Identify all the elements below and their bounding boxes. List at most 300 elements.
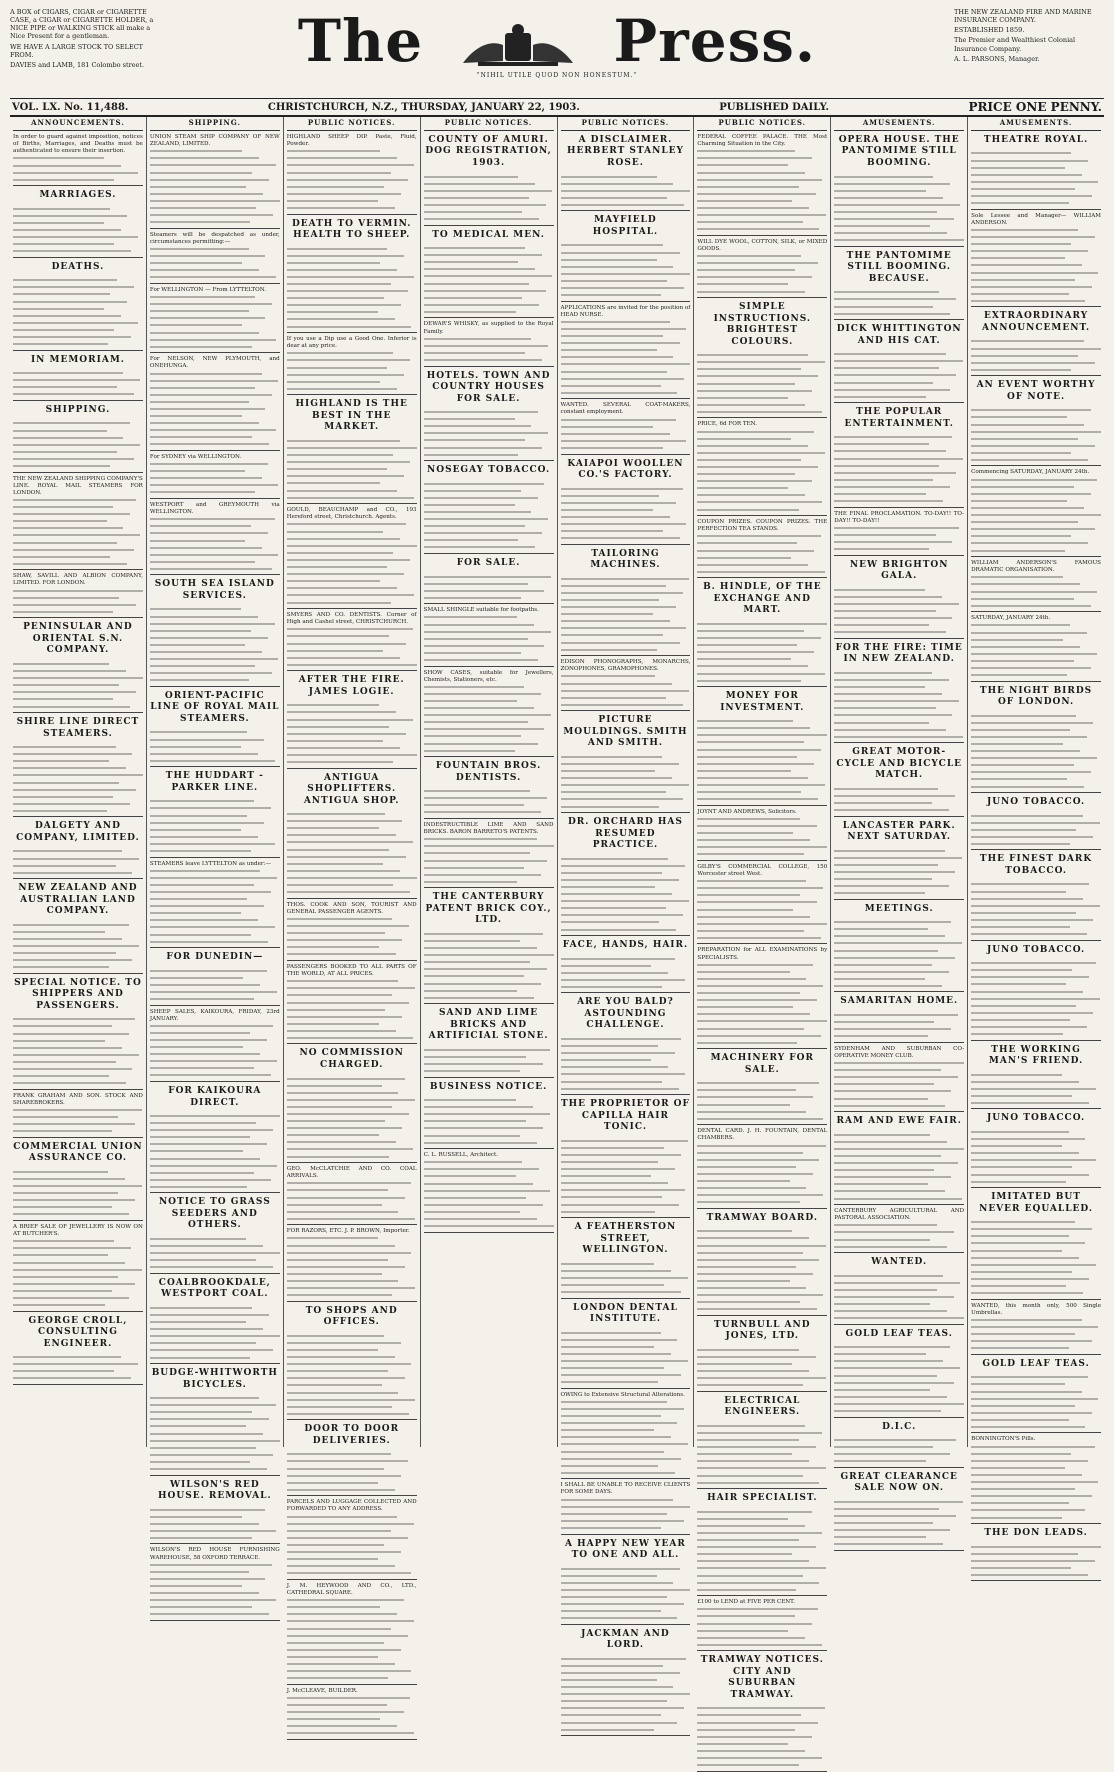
print-line <box>971 1240 1085 1246</box>
divider <box>834 1204 964 1205</box>
print-line <box>150 184 246 190</box>
print-line <box>287 1542 384 1548</box>
print-line <box>834 491 926 497</box>
divider <box>971 209 1101 210</box>
notice-text: DEWAR'S WHISKY, as supplied to the Royal Family. <box>423 321 554 335</box>
print-line <box>13 588 143 594</box>
print-line <box>13 780 119 786</box>
notice-text: PRICE, 6d FOR TEN. <box>697 421 757 428</box>
print-line <box>424 195 529 201</box>
print-line <box>834 1541 943 1547</box>
notice-block <box>150 579 280 686</box>
divider <box>561 655 691 656</box>
notice-block <box>697 302 827 418</box>
notice-block <box>287 773 417 899</box>
notice-block <box>834 135 964 247</box>
print-texture <box>13 155 143 182</box>
print-line <box>287 731 406 737</box>
divider <box>834 1324 964 1325</box>
divider <box>287 1739 417 1740</box>
notice-block <box>13 821 143 879</box>
print-line <box>287 745 400 751</box>
divider <box>561 1624 691 1625</box>
notice-block <box>971 560 1101 612</box>
notice-text: SOUTH SEA ISLAND SERVICES. <box>154 579 275 601</box>
print-line <box>561 1043 658 1049</box>
right-ad-line: The Premier and Wealthiest Colonial Insurance Company. <box>954 36 1076 53</box>
notice-block <box>150 1368 280 1475</box>
notice-text: THE DON LEADS. <box>984 1528 1088 1539</box>
notice-text: WESTPORT and GREYMOUTH via WELLINGTON. <box>149 501 280 516</box>
print-line <box>13 1107 142 1113</box>
print-texture <box>561 1036 691 1091</box>
divider <box>150 228 280 229</box>
notice-block <box>697 1599 827 1651</box>
print-line <box>561 597 660 603</box>
print-line <box>697 352 807 358</box>
print-line <box>13 511 130 517</box>
print-line <box>561 1705 684 1711</box>
print-texture <box>150 516 280 571</box>
print-line <box>834 1174 951 1180</box>
print-line <box>697 1613 794 1619</box>
notice-block <box>150 861 280 949</box>
print-line <box>834 1181 928 1187</box>
print-line <box>971 1072 1062 1078</box>
notice-text: J. McCLEAVE, BUILDER. <box>286 1687 358 1694</box>
print-line <box>150 841 275 847</box>
print-line <box>834 698 959 704</box>
notice-block <box>150 1197 280 1273</box>
print-line <box>424 430 549 436</box>
print-line <box>424 409 538 415</box>
notice-text: GOLD LEAF TEAS. <box>982 1358 1090 1369</box>
print-line <box>561 369 667 375</box>
notice-text: DEATH TO VERMIN. HEALTH TO SHEEP. <box>291 218 412 241</box>
print-line <box>287 155 397 161</box>
print-line <box>150 399 249 405</box>
notice-text: TURNBULL AND JONES, LTD. <box>714 1319 811 1342</box>
print-line <box>697 1109 806 1115</box>
print-line <box>561 271 691 277</box>
print-line <box>13 277 117 283</box>
print-line <box>971 917 1093 923</box>
print-line <box>561 1420 678 1426</box>
print-line <box>561 796 683 802</box>
print-line <box>971 896 1083 902</box>
print-line <box>150 482 279 488</box>
print-line <box>150 475 262 481</box>
print-line <box>287 752 417 758</box>
print-line <box>561 1050 675 1056</box>
notice-text: COMMERCIAL UNION ASSURANCE CO. <box>13 1141 143 1164</box>
print-texture <box>424 684 554 753</box>
print-line <box>150 1416 269 1422</box>
print-line <box>150 205 256 211</box>
divider <box>150 766 280 767</box>
print-line <box>150 344 253 350</box>
print-line <box>150 758 275 764</box>
print-line <box>287 717 413 723</box>
print-line <box>287 386 397 392</box>
notice-block <box>697 421 827 516</box>
notice-block <box>561 215 691 301</box>
print-texture <box>561 1138 691 1214</box>
divider <box>834 555 964 556</box>
notice-block <box>287 1306 417 1421</box>
print-line <box>561 431 670 437</box>
print-line <box>971 443 1094 449</box>
notice-block <box>561 1539 691 1625</box>
print-line <box>424 657 538 663</box>
print-line <box>971 1079 1079 1085</box>
print-line <box>971 658 1074 664</box>
print-line <box>561 1427 655 1433</box>
print-line <box>561 956 675 962</box>
dateline <box>10 99 1104 117</box>
print-texture <box>287 350 417 391</box>
print-line <box>287 937 403 943</box>
print-line <box>971 1493 1092 1499</box>
print-line <box>561 257 657 263</box>
print-line <box>834 372 956 378</box>
print-line <box>287 281 391 287</box>
print-line <box>834 734 963 740</box>
print-texture <box>971 622 1101 677</box>
print-line <box>561 1684 674 1690</box>
notice-text: A BRIEF SALE OF JEWELLERY IS NOW ON AT BUTCHER'S. <box>13 1223 143 1238</box>
print-line <box>561 1064 669 1070</box>
print-line <box>561 1580 674 1586</box>
print-line <box>561 1525 661 1531</box>
print-line <box>13 787 136 793</box>
print-line <box>287 550 393 556</box>
masthead-left-ad <box>10 8 160 71</box>
print-texture <box>971 713 1101 789</box>
column-8 <box>968 117 1104 1539</box>
print-line <box>971 784 1084 790</box>
print-line <box>13 234 138 240</box>
column-heading: PUBLIC NOTICES. <box>424 119 554 131</box>
print-line <box>287 1563 395 1569</box>
print-line <box>971 526 1094 532</box>
notice-block <box>971 1303 1101 1355</box>
print-line <box>834 712 952 718</box>
print-line <box>561 1573 657 1579</box>
column-3 <box>284 117 421 1694</box>
print-line <box>13 1031 129 1037</box>
notice-text: HOTELS. TOWN AND COUNTRY HOUSES FOR SALE. <box>426 370 551 404</box>
print-line <box>834 195 943 201</box>
print-line <box>287 379 381 385</box>
print-line <box>697 289 805 295</box>
print-line <box>561 1663 664 1669</box>
notice-text: MACHINERY FOR SALE. <box>710 1053 814 1075</box>
print-line <box>697 990 800 996</box>
print-line <box>971 644 1080 650</box>
print-line <box>971 637 1063 643</box>
print-line <box>971 1031 1063 1037</box>
notice-block <box>697 691 827 806</box>
print-texture <box>13 420 143 468</box>
print-line <box>834 720 929 726</box>
print-line <box>424 416 515 422</box>
print-line <box>424 788 530 794</box>
print-line <box>561 884 656 890</box>
print-line <box>424 350 525 356</box>
notice-block <box>424 670 554 758</box>
notice-block <box>971 686 1101 793</box>
print-line <box>150 1264 273 1270</box>
print-line <box>424 973 524 979</box>
print-line <box>150 1340 256 1346</box>
notice-text: SHIRE LINE DIRECT STEAMERS. <box>16 717 140 739</box>
print-line <box>13 609 113 615</box>
print-line <box>150 315 266 321</box>
print-line <box>287 1521 414 1527</box>
print-line <box>971 903 1100 909</box>
notice-text: THE WORKING MAN'S FRIEND. <box>988 1044 1084 1067</box>
notice-text: Commencing SATURDAY, JANUARY 24th. <box>971 469 1090 476</box>
print-line <box>697 1558 809 1564</box>
divider <box>13 1220 143 1221</box>
print-line <box>287 1709 404 1715</box>
print-line <box>561 333 664 339</box>
print-line <box>287 1021 379 1027</box>
notice-text: TRAMWAY BOARD. <box>706 1212 819 1223</box>
print-line <box>697 962 813 968</box>
divider <box>561 812 691 813</box>
print-line <box>561 1434 671 1440</box>
notice-block <box>971 1045 1101 1110</box>
notice-block <box>834 747 964 816</box>
print-texture <box>697 1080 827 1121</box>
divider <box>561 1534 691 1535</box>
print-line <box>834 1067 940 1073</box>
notice-text: WILSON'S RED HOUSE. REMOVAL. <box>158 1479 272 1502</box>
print-line <box>561 782 690 788</box>
print-texture <box>424 174 554 222</box>
print-line <box>287 1097 416 1103</box>
print-line <box>971 367 1071 373</box>
print-line <box>13 554 110 560</box>
print-line <box>697 642 797 648</box>
notice-block <box>697 1213 827 1316</box>
notice-text: ELECTRICAL ENGINEERS. <box>724 1395 801 1418</box>
print-line <box>13 696 113 702</box>
print-line <box>424 995 534 1001</box>
print-line <box>287 1661 395 1667</box>
print-line <box>561 493 660 499</box>
print-line <box>561 326 687 332</box>
notice-text: THEATRE ROYAL. <box>983 134 1089 145</box>
notice-text: AFTER THE FIRE. JAMES LOGIE. <box>298 675 405 697</box>
print-line <box>697 1712 801 1718</box>
print-line <box>424 423 532 429</box>
notice-text: THE HUDDART - PARKER LINE. <box>165 771 264 793</box>
notice-text: PENINSULAR AND ORIENTAL S.N. COMPANY. <box>23 622 133 656</box>
print-line <box>834 1394 947 1400</box>
print-line <box>697 1523 805 1529</box>
notice-block <box>834 904 964 993</box>
print-line <box>150 1030 250 1036</box>
print-line <box>697 1451 792 1457</box>
divider <box>561 301 691 302</box>
notice-text: EXTRAORDINARY ANNOUNCEMENT. <box>982 311 1091 333</box>
print-line <box>424 1047 550 1053</box>
print-line <box>287 571 404 577</box>
notice-text: JACKMAN AND LORD. <box>581 1628 670 1651</box>
print-line <box>697 443 807 449</box>
print-line <box>13 1375 131 1381</box>
print-line <box>287 288 408 294</box>
print-line <box>287 1368 388 1374</box>
notice-text: WANTED, this month only, 500 Single Umbrellas. <box>971 1302 1101 1316</box>
print-line <box>150 1347 273 1353</box>
divider <box>834 402 964 403</box>
print-line <box>287 495 414 501</box>
print-line <box>287 1333 384 1339</box>
divider <box>697 1391 827 1392</box>
print-texture <box>424 1097 554 1145</box>
print-line <box>834 587 925 593</box>
print-texture <box>971 1129 1101 1184</box>
print-line <box>150 1141 267 1147</box>
print-line <box>697 381 794 387</box>
notice-block <box>971 380 1101 466</box>
notice-block <box>13 883 143 974</box>
print-line <box>561 1086 679 1092</box>
print-line <box>150 260 242 266</box>
print-line <box>150 253 266 259</box>
print-line <box>697 997 816 1003</box>
print-line <box>150 1459 250 1465</box>
print-line <box>287 655 400 661</box>
print-line <box>424 850 530 856</box>
notice-block <box>971 945 1101 1041</box>
print-line <box>561 1152 682 1158</box>
print-line <box>834 311 950 317</box>
print-line <box>971 1551 1077 1557</box>
print-line <box>971 1143 1062 1149</box>
print-line <box>150 212 273 218</box>
print-line <box>13 801 130 807</box>
print-line <box>150 1051 260 1057</box>
print-line <box>287 1633 408 1639</box>
print-line <box>561 1379 658 1385</box>
print-line <box>971 1381 1065 1387</box>
print-line <box>13 1281 135 1287</box>
print-line <box>287 357 410 363</box>
print-line <box>697 457 801 463</box>
print-line <box>150 606 241 612</box>
print-line <box>697 892 800 898</box>
print-line <box>697 718 793 724</box>
print-line <box>697 1143 826 1149</box>
notice-block <box>150 232 280 284</box>
divider <box>971 1108 1101 1109</box>
divider <box>287 1684 417 1685</box>
print-line <box>150 798 254 804</box>
divider <box>971 1523 1101 1524</box>
print-line <box>150 538 245 544</box>
notice-text: STEAMERS leave LYTTELTON as under:— <box>149 860 272 867</box>
divider <box>13 816 143 817</box>
print-line <box>971 1374 1088 1380</box>
print-line <box>150 385 255 391</box>
notice-text: J. M. HEYWOOD AND CO., LTD., CATHEDRAL SQUARE. <box>286 1582 417 1597</box>
print-line <box>697 747 820 753</box>
print-line <box>13 299 127 305</box>
print-line <box>834 1301 930 1307</box>
print-line <box>971 1233 1068 1239</box>
print-texture <box>287 521 417 605</box>
print-line <box>561 278 667 284</box>
print-line <box>150 1452 273 1458</box>
divider <box>13 185 143 186</box>
notice-text: WILSON'S RED HOUSE FURNISHING WAREHOUSE, 58 OXFORD TERRACE. <box>149 1547 280 1561</box>
notice-text: PICTURE MOULDINGS. SMITH AND SMITH. <box>563 715 688 749</box>
print-texture <box>561 1497 691 1531</box>
print-line <box>697 796 818 802</box>
print-line <box>697 492 805 498</box>
print-line <box>13 284 134 290</box>
notice-text: FOR KAIKOURA DIRECT. <box>168 1085 262 1108</box>
print-texture <box>287 702 417 764</box>
notice-block <box>971 1528 1101 1581</box>
print-line <box>697 548 814 554</box>
print-texture <box>287 246 417 330</box>
notice-block <box>13 262 143 351</box>
print-line <box>971 1024 1087 1030</box>
print-line <box>834 351 946 357</box>
print-line <box>13 936 122 942</box>
print-line <box>697 671 824 677</box>
print-line <box>697 976 806 982</box>
print-line <box>287 944 379 950</box>
print-line <box>150 378 279 384</box>
notice-text: APPLICATIONS are invited for the position of HEAD NURSE. <box>560 304 691 318</box>
print-line <box>424 712 551 718</box>
divider <box>834 899 964 900</box>
print-texture <box>834 670 964 739</box>
notice-text: THOS. COOK AND SON, TOURIST AND GENERAL PASSENGER AGENTS. <box>286 901 417 915</box>
print-texture <box>150 798 280 853</box>
print-line <box>697 844 827 850</box>
print-line <box>971 989 1083 995</box>
print-line <box>697 1102 789 1108</box>
print-line <box>561 919 660 925</box>
print-line <box>697 485 788 491</box>
print-line <box>13 213 127 219</box>
print-line <box>287 1723 397 1729</box>
print-line <box>13 765 126 771</box>
print-line <box>971 1479 1098 1485</box>
print-line <box>561 347 657 353</box>
divider <box>287 503 417 504</box>
print-texture <box>971 477 1101 553</box>
print-line <box>424 643 545 649</box>
print-line <box>424 1223 554 1229</box>
divider <box>287 1224 417 1225</box>
print-line <box>697 1018 827 1024</box>
notice-block <box>834 407 964 507</box>
print-line <box>424 726 545 732</box>
print-line <box>971 622 1070 628</box>
print-line <box>287 1730 414 1736</box>
notice-text: PARCELS AND LUGGAGE COLLECTED AND FORWARDED TO ANY ADDRESS. <box>286 1499 417 1513</box>
print-line <box>287 662 417 668</box>
